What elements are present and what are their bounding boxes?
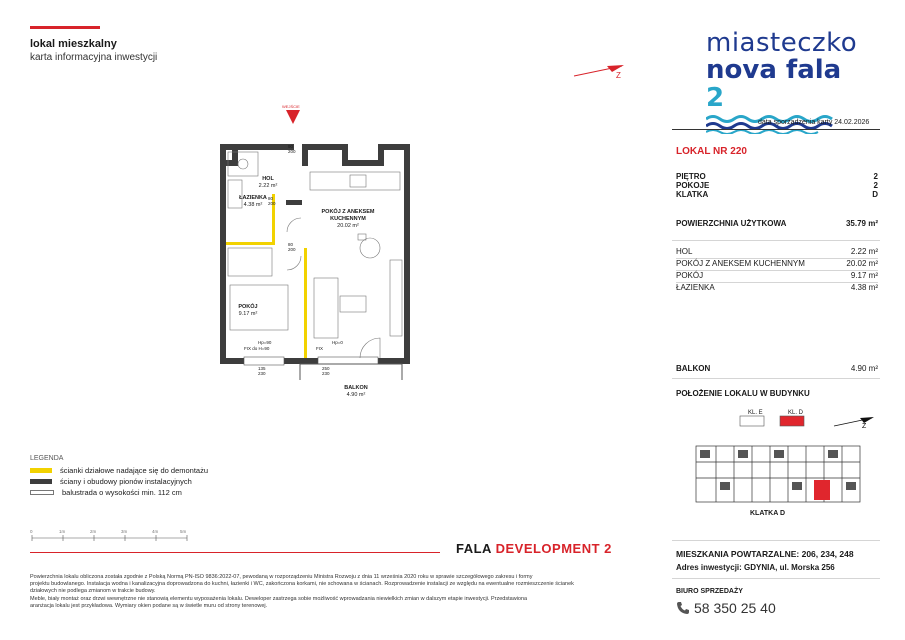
svg-text:Z: Z xyxy=(862,423,867,430)
window-dim-1: 135 230 xyxy=(258,366,266,376)
brand-line1: miasteczko xyxy=(706,28,858,58)
north-arrow-icon xyxy=(572,62,632,82)
spec-floor: PIĘTRO 2 xyxy=(676,172,878,181)
area-divider xyxy=(672,240,880,241)
unit-specs xyxy=(676,172,878,199)
floor-plan xyxy=(200,100,430,380)
brand-number: 2 xyxy=(706,83,725,113)
phone-icon xyxy=(676,601,690,615)
developer-name-2: DEVELOPMENT 2 xyxy=(495,541,612,556)
window-dim-2: 250 230 xyxy=(322,366,330,376)
window-mark-fix: FIX xyxy=(316,346,324,351)
plan-label-balcony: BALKON 4.90 m² xyxy=(344,385,368,398)
date-divider xyxy=(672,129,880,130)
office-label: BIURO SPRZEDAŻY xyxy=(676,588,743,595)
plan-label-laz: ŁAZIENKA 4.38 m² xyxy=(239,195,267,208)
plan-label-hol: HOL 2.22 m² xyxy=(258,176,278,189)
building-key-plan xyxy=(676,404,876,524)
scale-4: 4m xyxy=(152,529,159,534)
room-list xyxy=(676,247,878,294)
legend-title: LEGENDA xyxy=(30,455,64,462)
date-label: data sporządzenia karty 24.02.2026 xyxy=(758,119,870,126)
kl-d-label: KL. D xyxy=(788,410,804,416)
page-title: lokal mieszkalny xyxy=(30,38,117,50)
phone-number[interactable]: 58 350 25 40 xyxy=(694,600,776,616)
door-mark-3: 80 200 xyxy=(288,242,296,252)
scale-2: 2m xyxy=(90,529,97,534)
svg-text:WEJŚCIE: WEJŚCIE xyxy=(282,104,300,109)
door-mark-2: 80 200 xyxy=(268,196,276,206)
spec-stair: KLATKA D xyxy=(676,190,878,199)
developer-divider xyxy=(30,552,440,553)
balcony-row: BALKON 4.90 m² xyxy=(676,364,878,373)
unit-title: LOKAL NR 220 xyxy=(676,146,747,157)
legend-item-demountable: ścianki działowe nadające się do demontażu xyxy=(30,465,208,476)
door-mark-1: 90 200 xyxy=(288,144,296,154)
scale-1: 1m xyxy=(59,529,66,534)
room-row-hol: HOL 2.22 m² xyxy=(676,247,878,256)
repeat-divider xyxy=(672,540,880,541)
repeat-units: MIESZKANIA POWTARZALNE: 206, 234, 248 xyxy=(676,549,854,559)
plan-label-room: POKÓJ 9.17 m² xyxy=(238,304,258,317)
scale-0: 0 xyxy=(30,529,33,534)
location-title: POŁOŻENIE LOKALU W BUDYNKU xyxy=(676,389,810,398)
entry-arrow-icon xyxy=(286,110,300,124)
spec-rooms: POKOJE 2 xyxy=(676,181,878,190)
legend xyxy=(30,455,208,498)
scale-5: 5m xyxy=(180,529,187,534)
brand-name: nova fala xyxy=(706,55,842,85)
window-mark-fix-h90: FIX do H=90 xyxy=(244,346,270,351)
usable-area-row: POWIERZCHNIA UŻYTKOWA 35.79 m² xyxy=(676,219,878,228)
scale-3: 3m xyxy=(121,529,128,534)
balcony-divider xyxy=(672,378,880,379)
window-mark-hp90: Hp=90 xyxy=(258,340,272,345)
developer-logo xyxy=(456,541,612,556)
legend-item-railing: balustrada o wysokości min. 112 cm xyxy=(30,487,208,498)
plan-label-living: POKÓJ Z ANEKSEM KUCHENNYM 20.02 m² xyxy=(321,209,375,229)
svg-text:Z: Z xyxy=(616,71,621,80)
brand-line2 xyxy=(706,56,866,112)
address-divider xyxy=(672,578,880,579)
window-mark-hp0: Hp=0 xyxy=(332,340,343,345)
room-row-bath: ŁAZIENKA 4.38 m² xyxy=(676,283,878,292)
footnote: Powierzchnia lokalu obliczona została zgodnie z Polską Normą PN-ISO 9836:2022-07, pewodaną w rozporządzeniu Ministra Rozwoju z dnia 11 września 2020 roku w sprawie szczegółowego zakresu i formy projektu budowlanego. Instalacja wodna i kanalizacyjna doprowadzona do kuchni, łazienki i WC, zakończona korkami, nie schowana w ścianach. Rozprowadzenie instalacji ze względu na ewentualne rozmieszczenie ścianek działowych nie podlega zmianom w trakcie budowy. Meble, biały montaż oraz drzwi wewnętrzne nie stanowią elementu wyposażenia lokalu. Deweloper zastrzega sobie możliwość wprowadzania niewielkich zmian w dalszym etapie inwestycji. Przedstawiona aranżacja lokalu jest przykładowa. Wymiary okien podane są w świetle muru od strony terenowej. xyxy=(30,574,574,609)
klatka-label: KLATKA D xyxy=(750,510,785,517)
developer-name-1: FALA xyxy=(456,541,492,556)
room-row-room: POKÓJ 9.17 m² xyxy=(676,271,878,280)
unit-highlight xyxy=(814,480,830,500)
page-subtitle: karta informacyjna inwestycji xyxy=(30,52,158,63)
scale-bar xyxy=(30,528,195,544)
header-accent-bar xyxy=(30,26,100,29)
legend-item-walls: ściany i obudowy pionów instalacyjnych xyxy=(30,476,208,487)
address: Adres inwestycji: GDYNIA, ul. Morska 256 xyxy=(676,563,835,572)
kl-e-label: KL. E xyxy=(748,410,763,416)
room-row-living: POKÓJ Z ANEKSEM KUCHENNYM 20.02 m² xyxy=(676,259,878,268)
